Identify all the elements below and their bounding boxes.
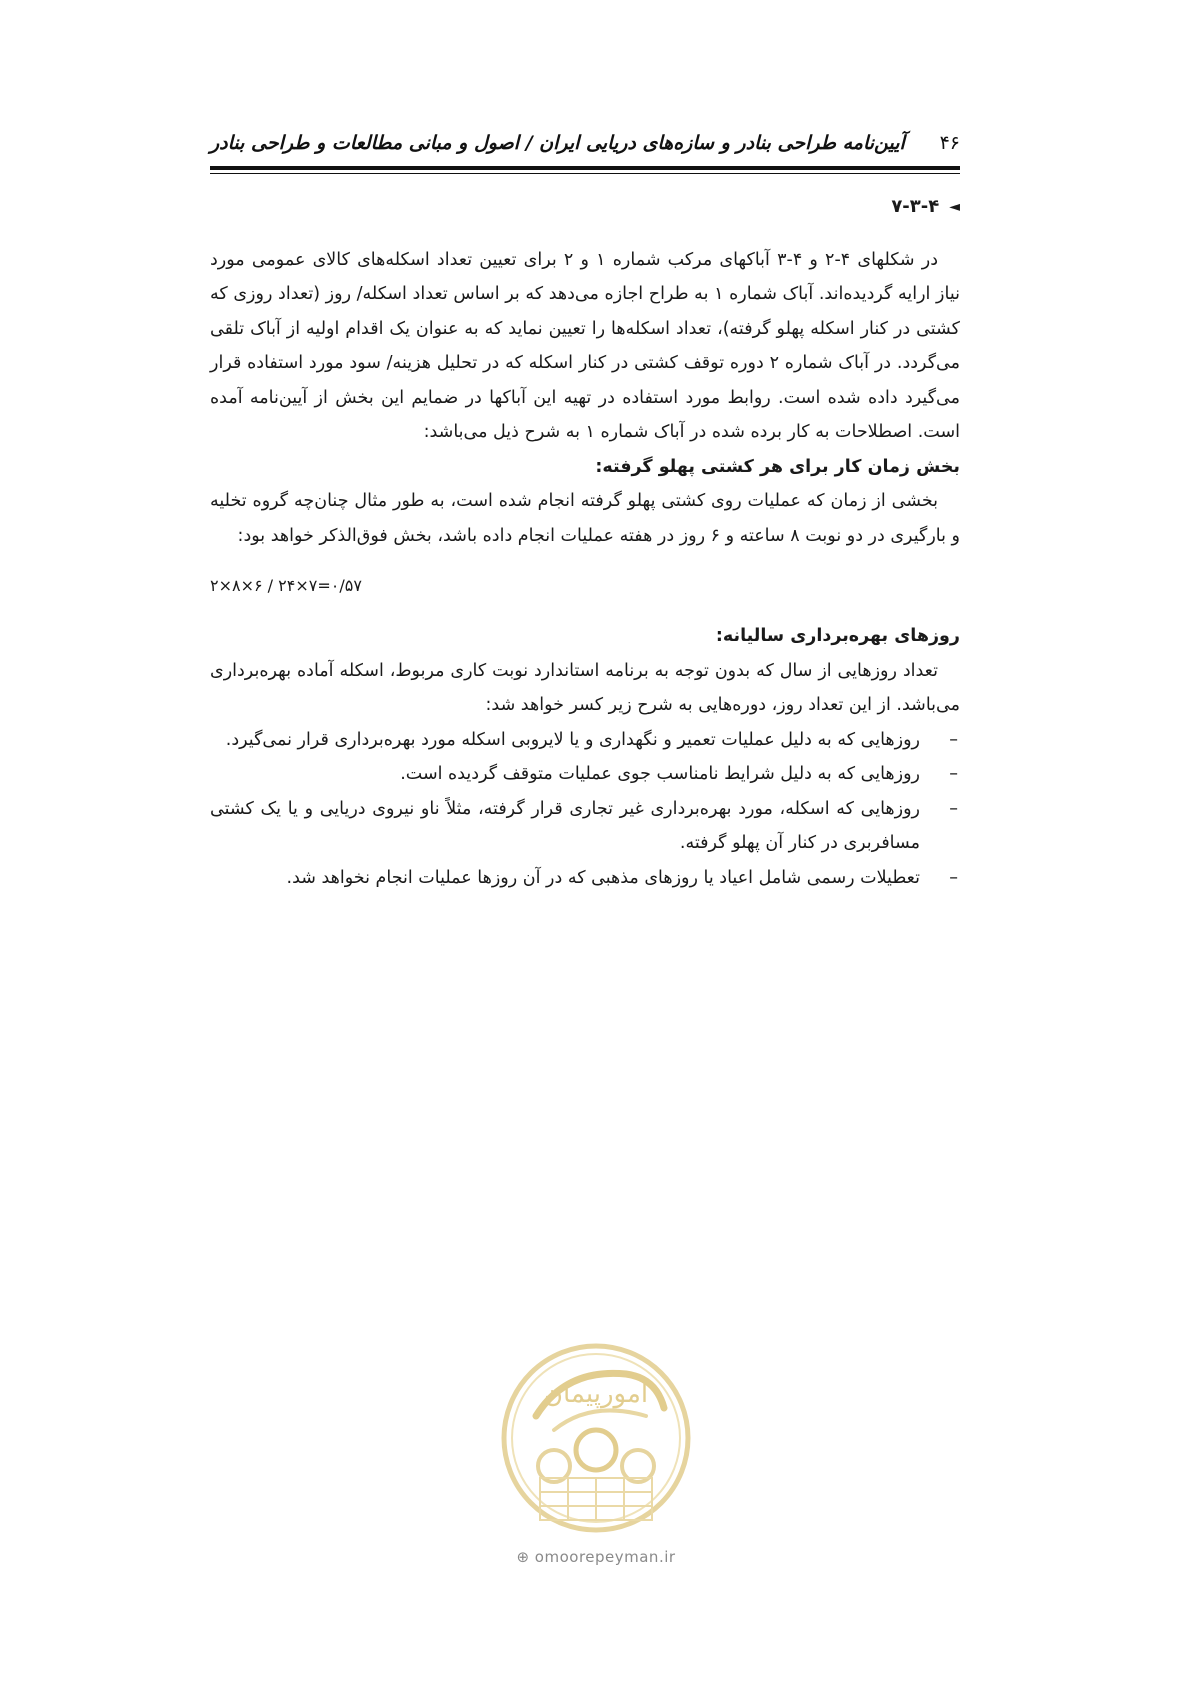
dash-bullet: –: [949, 764, 958, 784]
list-item-text: روزهایی که به دلیل شرایط نامناسب جوی عملیات متوقف گردیده است.: [400, 764, 920, 784]
header-rule: [210, 166, 960, 170]
section-number: ۷-۳-۴: [891, 196, 940, 217]
page-number: ۴۶: [939, 132, 960, 154]
header-rule-thin: [210, 173, 960, 174]
list-item-text: روزهایی که اسکله، مورد بهره‌برداری غیر تجاری قرار گرفته، مثلاً ناو نیروی دریایی و یا یک کشتی مسافربری در کنار آن پهلو گرفته.: [210, 798, 920, 853]
list-item: [210, 861, 960, 896]
dash-bullet: –: [949, 798, 958, 819]
subheading-work-time: بخش زمان کار برای هر کشتی پهلو گرفته:: [595, 456, 960, 477]
deduction-list: [210, 723, 960, 896]
paragraph-intro: در شکلهای ۴-۲ و ۴-۳ آباکهای مرکب شماره ۱ و ۲ برای تعیین تعداد اسکله‌های کالای عمومی مورد نیاز ارایه گردیده‌اند. آباک شماره ۱ به طراح اجازه می‌دهد که بر اساس تعداد اسکله/ روز (تعداد روزی که کشتی در کنار اسکله پهلو گرفته)، تعداد اسکله‌ها را تعیین نماید که به عنوان یک اقدام اولیه از آباک تلقی می‌گردد. در آباک شماره ۲ دوره توقف کشتی در کنار اسکله که در تحلیل هزینه/ سود مورد استفاده قرار می‌گیرد داده شده است. روابط مورد استفاده در تهیه این آباکها در ضمایم این بخش از آیین‌نامه آمده است. اصطلاحات به کار برده شده در آباک شماره ۱ به شرح ذیل می‌باشد:: [210, 249, 960, 442]
paragraph-work-time: بخشی از زمان که عملیات روی کشتی پهلو گرفته انجام شده است، به طور مثال چنان‌چه گروه تخلیه و بارگیری در دو نوبت ۸ ساعته و ۶ روز در هفته عملیات انجام داده باشد، بخش فوق‌الذکر خواهد بود:: [210, 491, 960, 546]
list-item-text: روزهایی که به دلیل عملیات تعمیر و نگهداری و یا لایروبی اسکله مورد بهره‌برداری قرار نمی‌گیرد.: [225, 729, 920, 750]
dash-bullet: –: [949, 729, 958, 750]
arrow-bullet-icon: ◄: [949, 199, 960, 215]
globe-icon: ⊕: [516, 1548, 530, 1566]
formula: ۲×۸×۶ / ۲۴×۷=۰/۵۷: [210, 576, 362, 595]
dash-bullet: –: [949, 867, 958, 888]
logo-text: امورپیمان: [543, 1379, 649, 1409]
watermark-url: [496, 1548, 696, 1566]
list-item: [210, 792, 960, 861]
page-body: [210, 190, 960, 895]
list-item: [210, 723, 960, 758]
url-text: omoorepeyman.ir: [534, 1548, 676, 1566]
section-heading: [210, 190, 960, 225]
watermark-logo: [496, 1338, 696, 1538]
page-header: [210, 128, 960, 158]
subheading-operating-days: روزهای بهره‌برداری سالیانه:: [715, 626, 960, 646]
list-item: [210, 757, 960, 792]
running-title: آیین‌نامه طراحی بنادر و سازه‌های دریایی ایران / اصول و مبانی مطالعات و طراحی بنادر: [210, 132, 905, 154]
paragraph-operating-days: تعداد روزهایی از سال که بدون توجه به برنامه استاندارد نوبت کاری مربوط، اسکله آماده بهره‌برداری می‌باشد. از این تعداد روز، دوره‌هایی به شرح زیر کسر خواهد شد:: [210, 660, 960, 715]
list-item-text: تعطیلات رسمی شامل اعیاد یا روزهای مذهبی که در آن روزها عملیات انجام نخواهد شد.: [286, 867, 920, 888]
